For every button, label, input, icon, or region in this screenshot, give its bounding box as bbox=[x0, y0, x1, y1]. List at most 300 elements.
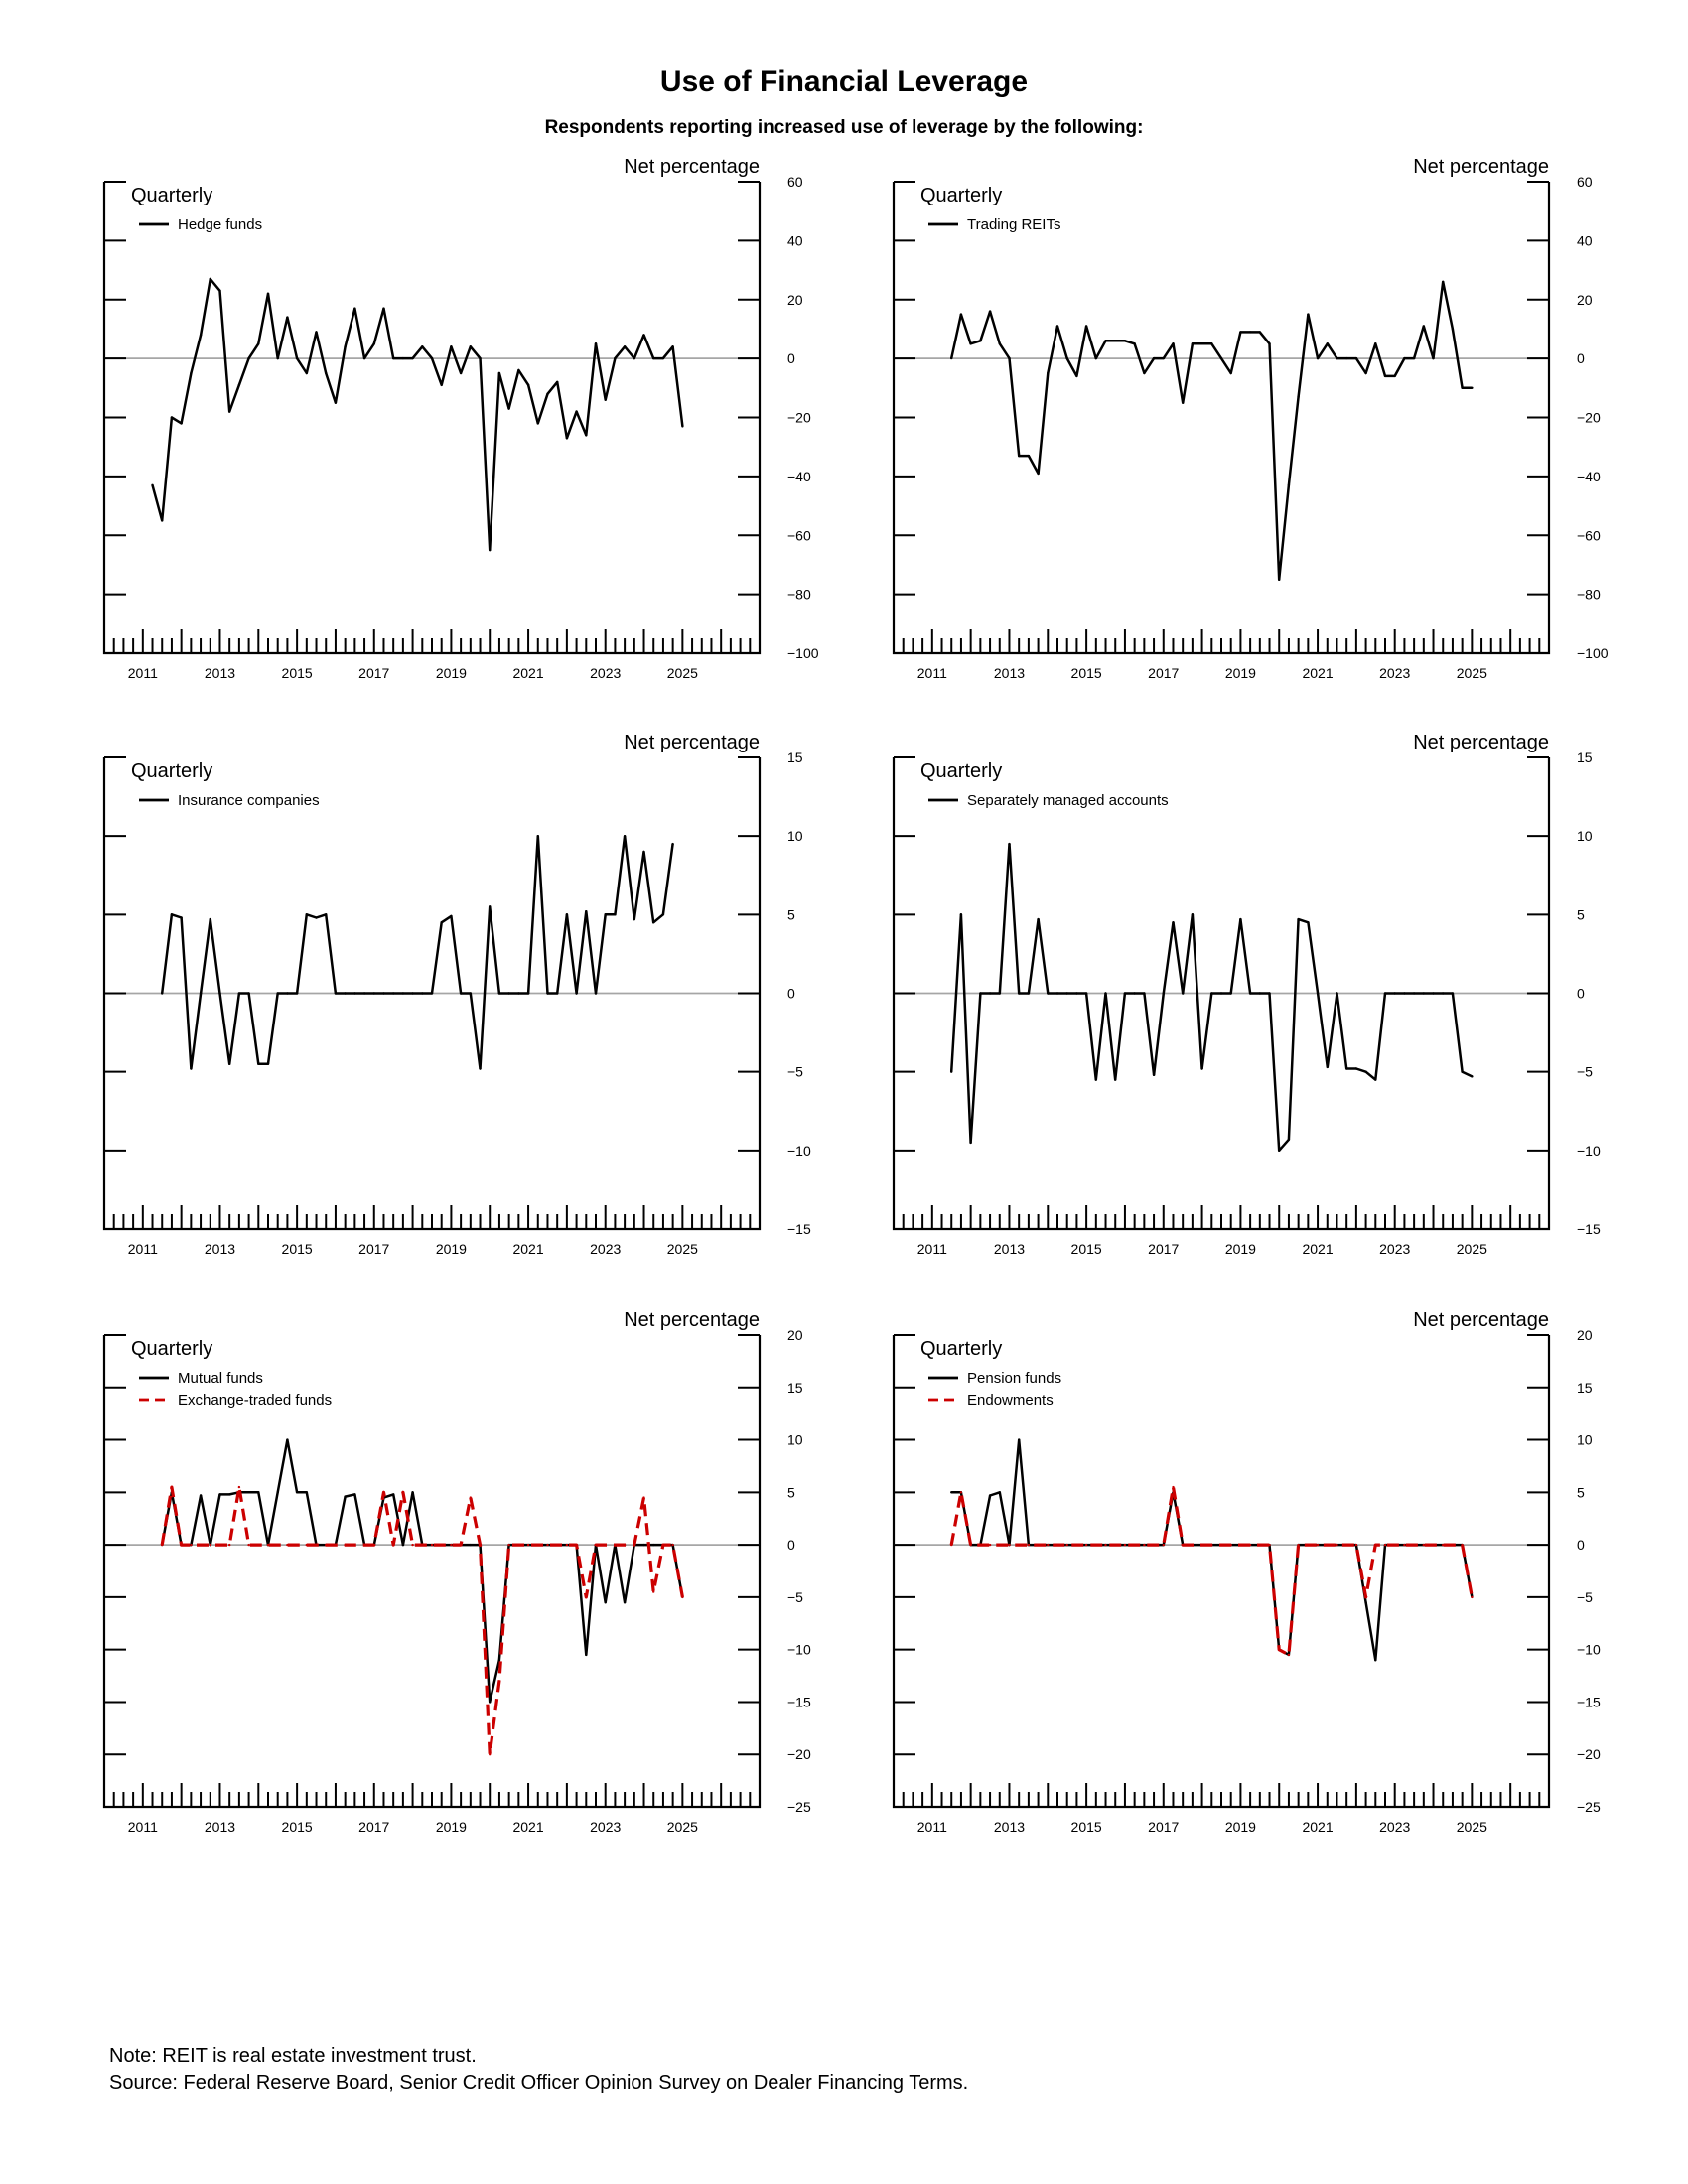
x-tick-label: 2017 bbox=[1148, 1819, 1180, 1835]
data-point bbox=[1259, 331, 1261, 333]
y-tick-label: 0 bbox=[787, 350, 795, 367]
data-point bbox=[642, 851, 644, 853]
data-point bbox=[1364, 1071, 1366, 1073]
data-point bbox=[1182, 402, 1184, 404]
data-point bbox=[1163, 992, 1165, 994]
data-point bbox=[681, 1596, 683, 1598]
data-point bbox=[210, 278, 211, 280]
data-point bbox=[1297, 918, 1299, 920]
data-point bbox=[1066, 1544, 1068, 1546]
data-point bbox=[373, 342, 375, 344]
y-axis-label: Net percentage bbox=[624, 156, 760, 178]
data-point bbox=[575, 410, 577, 412]
data-point bbox=[1066, 357, 1068, 359]
data-point bbox=[267, 293, 269, 295]
data-point bbox=[210, 918, 211, 920]
y-tick-label: −60 bbox=[787, 527, 811, 544]
data-point bbox=[1095, 357, 1097, 359]
y-tick-label: 40 bbox=[787, 232, 803, 249]
frequency-label: Quarterly bbox=[920, 1338, 1003, 1360]
data-point bbox=[1355, 1067, 1357, 1069]
data-point bbox=[1153, 1544, 1155, 1546]
y-tick-label: −25 bbox=[1577, 1799, 1601, 1815]
x-tick-label: 2021 bbox=[1302, 1241, 1334, 1257]
data-point bbox=[1047, 1544, 1049, 1546]
data-point bbox=[277, 992, 279, 994]
data-point bbox=[1018, 1438, 1020, 1440]
data-point bbox=[614, 357, 616, 359]
data-point bbox=[489, 1753, 491, 1755]
y-tick-label: 60 bbox=[787, 174, 803, 190]
y-tick-label: 5 bbox=[787, 906, 795, 923]
y-tick-label: −15 bbox=[1577, 1221, 1601, 1237]
y-tick-label: −40 bbox=[1577, 468, 1601, 484]
y-tick-label: 15 bbox=[1577, 1379, 1593, 1396]
data-point bbox=[277, 1491, 279, 1493]
data-point bbox=[353, 1544, 355, 1546]
x-tick-label: 2013 bbox=[204, 665, 236, 681]
data-point bbox=[1423, 325, 1425, 327]
x-tick-label: 2011 bbox=[916, 1241, 947, 1257]
x-tick-label: 2015 bbox=[1070, 665, 1102, 681]
y-tick-label: 5 bbox=[787, 1484, 795, 1501]
x-tick-label: 2021 bbox=[1302, 665, 1334, 681]
data-point bbox=[1153, 1074, 1155, 1076]
data-point bbox=[411, 1491, 413, 1493]
data-point bbox=[1413, 1544, 1415, 1546]
data-point bbox=[605, 1544, 607, 1546]
data-point bbox=[1230, 992, 1232, 994]
y-tick-label: 0 bbox=[787, 985, 795, 1002]
data-point bbox=[527, 1544, 529, 1546]
data-point bbox=[1364, 1601, 1366, 1603]
data-point bbox=[382, 308, 384, 310]
data-point bbox=[296, 1544, 298, 1546]
x-tick-label: 2013 bbox=[993, 1819, 1026, 1835]
data-point bbox=[662, 1544, 664, 1546]
data-point bbox=[605, 399, 607, 401]
data-point bbox=[969, 342, 971, 344]
y-tick-label: 5 bbox=[1577, 906, 1585, 923]
data-point bbox=[999, 1491, 1001, 1493]
data-point bbox=[1008, 357, 1010, 359]
data-point bbox=[200, 1544, 202, 1546]
data-point bbox=[1355, 1544, 1357, 1546]
data-point bbox=[1143, 372, 1145, 374]
data-point bbox=[392, 1544, 394, 1546]
data-point bbox=[470, 1544, 472, 1546]
data-point bbox=[624, 1601, 626, 1603]
data-point bbox=[546, 992, 548, 994]
series-line-separately-managed-accounts bbox=[951, 844, 1472, 1151]
page-subtitle: Respondents reporting increased use of leverage by the following: bbox=[544, 117, 1144, 138]
x-tick-label: 2023 bbox=[1379, 665, 1411, 681]
data-point bbox=[382, 992, 384, 994]
data-point bbox=[1200, 1544, 1202, 1546]
x-tick-label: 2017 bbox=[358, 1819, 390, 1835]
data-point bbox=[1239, 1544, 1241, 1546]
data-point bbox=[228, 410, 230, 412]
data-point bbox=[989, 310, 991, 312]
legend-label: Hedge funds bbox=[178, 216, 263, 233]
series-points bbox=[950, 1438, 1474, 1661]
data-point bbox=[1104, 1544, 1106, 1546]
data-point bbox=[479, 1544, 481, 1546]
x-tick-label: 2019 bbox=[1224, 665, 1256, 681]
x-tick-label: 2023 bbox=[590, 1819, 622, 1835]
plot-frame bbox=[894, 182, 1549, 653]
data-point bbox=[1047, 372, 1049, 374]
data-point bbox=[402, 992, 404, 994]
data-point bbox=[950, 1544, 952, 1546]
data-point bbox=[171, 1486, 173, 1488]
data-point bbox=[1327, 1066, 1329, 1068]
data-point bbox=[200, 1494, 202, 1496]
data-point bbox=[517, 1544, 519, 1546]
data-point bbox=[218, 1493, 220, 1495]
data-point bbox=[1384, 992, 1386, 994]
data-point bbox=[1075, 1544, 1077, 1546]
y-tick-label: −20 bbox=[1577, 409, 1601, 426]
data-point bbox=[960, 913, 962, 915]
data-point bbox=[325, 372, 327, 374]
data-point bbox=[1172, 1486, 1174, 1488]
x-tick-label: 2025 bbox=[1456, 665, 1487, 681]
y-tick-label: −5 bbox=[1577, 1588, 1593, 1605]
legend-label: Trading REITs bbox=[967, 216, 1061, 233]
frequency-label: Quarterly bbox=[920, 760, 1003, 782]
y-tick-label: 10 bbox=[1577, 1432, 1593, 1448]
data-point bbox=[1355, 357, 1357, 359]
data-point bbox=[1307, 1544, 1309, 1546]
chart-svg bbox=[869, 1302, 1623, 1858]
data-point bbox=[1028, 992, 1030, 994]
data-point bbox=[1172, 921, 1174, 923]
y-tick-label: 0 bbox=[787, 1537, 795, 1554]
x-tick-label: 2021 bbox=[512, 1819, 544, 1835]
data-point bbox=[585, 1596, 587, 1598]
series-line-pension-funds bbox=[951, 1440, 1472, 1661]
data-point bbox=[517, 369, 519, 371]
data-point bbox=[1317, 1544, 1319, 1546]
data-point bbox=[257, 1491, 259, 1493]
series-line-endowments bbox=[951, 1487, 1472, 1655]
data-point bbox=[210, 1544, 211, 1546]
data-point bbox=[585, 1654, 587, 1656]
data-point bbox=[1143, 1544, 1145, 1546]
data-point bbox=[652, 1544, 654, 1546]
data-point bbox=[671, 1544, 673, 1546]
data-point bbox=[1461, 1544, 1463, 1546]
y-tick-label: 20 bbox=[1577, 1327, 1593, 1343]
data-point bbox=[296, 992, 298, 994]
x-tick-label: 2015 bbox=[281, 1241, 313, 1257]
data-point bbox=[1403, 992, 1405, 994]
data-point bbox=[421, 1544, 423, 1546]
data-point bbox=[1028, 1544, 1030, 1546]
data-point bbox=[1230, 372, 1232, 374]
y-tick-label: 5 bbox=[1577, 1484, 1585, 1501]
insurance-companies-panel bbox=[79, 725, 834, 1281]
data-point bbox=[1210, 342, 1212, 344]
y-tick-label: −5 bbox=[787, 1588, 803, 1605]
data-point bbox=[1452, 1544, 1454, 1546]
y-tick-label: 20 bbox=[787, 1327, 803, 1343]
data-point bbox=[489, 549, 491, 551]
data-point bbox=[286, 992, 288, 994]
data-point bbox=[595, 992, 597, 994]
data-point bbox=[344, 1544, 346, 1546]
data-point bbox=[1182, 1544, 1184, 1546]
y-tick-label: 15 bbox=[787, 750, 803, 765]
data-point bbox=[1095, 1078, 1097, 1080]
data-point bbox=[1143, 992, 1145, 994]
separately-managed-accounts-panel bbox=[869, 725, 1623, 1281]
y-tick-label: 0 bbox=[1577, 350, 1585, 367]
data-point bbox=[247, 357, 249, 359]
data-point bbox=[296, 357, 298, 359]
data-point bbox=[681, 425, 683, 427]
data-point bbox=[315, 1544, 317, 1546]
data-point bbox=[1374, 1078, 1376, 1080]
legend-label: Pension funds bbox=[967, 1370, 1062, 1387]
data-point bbox=[1239, 331, 1241, 333]
data-point bbox=[498, 1659, 500, 1661]
data-point bbox=[1471, 1075, 1473, 1077]
data-point bbox=[479, 357, 481, 359]
data-point bbox=[652, 1590, 654, 1592]
data-point bbox=[1008, 843, 1010, 845]
x-tick-label: 2013 bbox=[204, 1241, 236, 1257]
data-point bbox=[180, 916, 182, 918]
data-point bbox=[1220, 357, 1222, 359]
data-point bbox=[218, 1544, 220, 1546]
data-point bbox=[1288, 1139, 1290, 1141]
x-tick-label: 2013 bbox=[204, 1819, 236, 1835]
data-point bbox=[1317, 992, 1319, 994]
legend-label: Mutual funds bbox=[178, 1370, 263, 1387]
data-point bbox=[1249, 331, 1251, 333]
y-tick-label: −60 bbox=[1577, 527, 1601, 544]
data-point bbox=[1172, 342, 1174, 344]
series-points bbox=[161, 1486, 684, 1756]
x-tick-label: 2015 bbox=[1070, 1241, 1102, 1257]
y-axis-label: Net percentage bbox=[1413, 1309, 1549, 1331]
data-point bbox=[671, 345, 673, 347]
data-point bbox=[431, 1544, 433, 1546]
data-point bbox=[1268, 992, 1270, 994]
data-point bbox=[1249, 992, 1251, 994]
x-tick-label: 2017 bbox=[358, 1241, 390, 1257]
y-tick-label: −20 bbox=[787, 1746, 811, 1763]
data-point bbox=[1008, 1544, 1010, 1546]
x-tick-label: 2023 bbox=[590, 1241, 622, 1257]
mutual-funds-etf-panel bbox=[79, 1302, 834, 1858]
data-point bbox=[1104, 340, 1106, 341]
data-point bbox=[363, 1544, 365, 1546]
data-point bbox=[642, 1496, 644, 1498]
legend-label: Endowments bbox=[967, 1392, 1054, 1409]
data-point bbox=[989, 992, 991, 994]
data-point bbox=[190, 372, 192, 374]
data-point bbox=[1442, 1544, 1444, 1546]
data-point bbox=[960, 313, 962, 315]
data-point bbox=[1278, 1150, 1280, 1152]
data-point bbox=[392, 992, 394, 994]
data-point bbox=[575, 1544, 577, 1546]
data-point bbox=[979, 340, 981, 341]
y-tick-label: 0 bbox=[1577, 985, 1585, 1002]
x-tick-label: 2021 bbox=[512, 1241, 544, 1257]
data-point bbox=[585, 434, 587, 436]
data-point bbox=[1442, 281, 1444, 283]
data-point bbox=[1423, 992, 1425, 994]
data-point bbox=[363, 357, 365, 359]
data-point bbox=[1056, 992, 1058, 994]
data-point bbox=[507, 1544, 509, 1546]
data-point bbox=[556, 1544, 558, 1546]
data-point bbox=[537, 835, 539, 837]
data-point bbox=[1327, 342, 1329, 344]
data-point bbox=[556, 992, 558, 994]
data-point bbox=[402, 1491, 404, 1493]
data-point bbox=[171, 416, 173, 418]
data-point bbox=[1259, 992, 1261, 994]
data-point bbox=[180, 1544, 182, 1546]
data-point bbox=[286, 316, 288, 318]
x-tick-label: 2025 bbox=[666, 665, 698, 681]
series-points bbox=[151, 278, 683, 552]
data-point bbox=[979, 992, 981, 994]
data-point bbox=[605, 913, 607, 915]
y-axis-label: Net percentage bbox=[624, 732, 760, 753]
data-point bbox=[979, 1544, 981, 1546]
data-point bbox=[267, 1544, 269, 1546]
data-point bbox=[1336, 992, 1337, 994]
data-point bbox=[527, 992, 529, 994]
legend-label: Exchange-traded funds bbox=[178, 1392, 333, 1409]
data-point bbox=[460, 1544, 462, 1546]
data-point bbox=[633, 1544, 635, 1546]
data-point bbox=[633, 357, 635, 359]
data-point bbox=[1452, 328, 1454, 330]
data-point bbox=[595, 342, 597, 344]
data-point bbox=[1345, 1067, 1347, 1069]
x-tick-label: 2015 bbox=[1070, 1819, 1102, 1835]
data-point bbox=[950, 357, 952, 359]
pension-endowments-panel bbox=[869, 1302, 1623, 1858]
data-point bbox=[431, 357, 433, 359]
data-point bbox=[402, 357, 404, 359]
y-axis-label: Net percentage bbox=[624, 1309, 760, 1331]
series-points bbox=[161, 835, 674, 1070]
x-tick-label: 2021 bbox=[1302, 1819, 1334, 1835]
data-point bbox=[1075, 992, 1077, 994]
data-point bbox=[441, 384, 443, 386]
data-point bbox=[247, 1544, 249, 1546]
data-point bbox=[489, 1701, 491, 1703]
y-tick-label: −100 bbox=[1577, 645, 1609, 661]
data-point bbox=[1423, 1544, 1425, 1546]
data-point bbox=[1163, 1544, 1165, 1546]
x-tick-label: 2011 bbox=[127, 1241, 158, 1257]
data-point bbox=[247, 992, 249, 994]
data-point bbox=[267, 1063, 269, 1065]
data-point bbox=[392, 357, 394, 359]
footnote-note: Note: REIT is real estate investment trust. bbox=[109, 2045, 477, 2067]
data-point bbox=[180, 422, 182, 424]
data-point bbox=[1307, 313, 1309, 315]
data-point bbox=[1124, 1544, 1126, 1546]
data-point bbox=[1403, 1544, 1405, 1546]
data-point bbox=[1364, 1596, 1366, 1598]
data-point bbox=[1288, 484, 1290, 486]
data-point bbox=[392, 1493, 394, 1495]
x-tick-label: 2023 bbox=[590, 665, 622, 681]
data-point bbox=[325, 1544, 327, 1546]
data-point bbox=[353, 1493, 355, 1495]
data-point bbox=[335, 992, 337, 994]
series-line-mutual-funds bbox=[162, 1440, 682, 1703]
data-point bbox=[1220, 992, 1222, 994]
x-tick-label: 2019 bbox=[1224, 1819, 1256, 1835]
y-tick-label: −10 bbox=[1577, 1641, 1601, 1658]
data-point bbox=[566, 1544, 568, 1546]
series-line-hedge-funds bbox=[153, 279, 683, 550]
y-tick-label: −5 bbox=[1577, 1063, 1593, 1080]
data-point bbox=[999, 342, 1001, 344]
data-point bbox=[1336, 1544, 1337, 1546]
data-point bbox=[335, 1544, 337, 1546]
data-point bbox=[1288, 1654, 1290, 1656]
x-tick-label: 2017 bbox=[1148, 1241, 1180, 1257]
x-tick-label: 2023 bbox=[1379, 1241, 1411, 1257]
data-point bbox=[450, 345, 452, 347]
data-point bbox=[460, 992, 462, 994]
data-point bbox=[450, 1544, 452, 1546]
data-point bbox=[1210, 1544, 1212, 1546]
data-point bbox=[1413, 992, 1415, 994]
data-point bbox=[1114, 340, 1116, 341]
data-point bbox=[537, 422, 539, 424]
data-point bbox=[1394, 1544, 1396, 1546]
data-point bbox=[353, 992, 355, 994]
x-tick-label: 2019 bbox=[1224, 1241, 1256, 1257]
data-point bbox=[671, 843, 673, 845]
data-point bbox=[373, 1544, 375, 1546]
data-point bbox=[950, 1491, 952, 1493]
data-point bbox=[1104, 992, 1106, 994]
data-point bbox=[1230, 1544, 1232, 1546]
x-tick-label: 2019 bbox=[435, 1241, 467, 1257]
hedge-funds-panel bbox=[79, 149, 834, 705]
data-point bbox=[989, 1494, 991, 1496]
data-point bbox=[1085, 1544, 1087, 1546]
plot-frame bbox=[104, 182, 760, 653]
data-point bbox=[306, 1491, 308, 1493]
data-point bbox=[1384, 1544, 1386, 1546]
data-point bbox=[1085, 325, 1087, 327]
data-point bbox=[1047, 992, 1049, 994]
data-point bbox=[1133, 1544, 1135, 1546]
data-point bbox=[652, 921, 654, 923]
data-point bbox=[642, 334, 644, 336]
data-point bbox=[306, 1544, 308, 1546]
data-point bbox=[257, 342, 259, 344]
y-tick-label: −10 bbox=[1577, 1142, 1601, 1159]
data-point bbox=[228, 1493, 230, 1495]
data-point bbox=[306, 372, 308, 374]
